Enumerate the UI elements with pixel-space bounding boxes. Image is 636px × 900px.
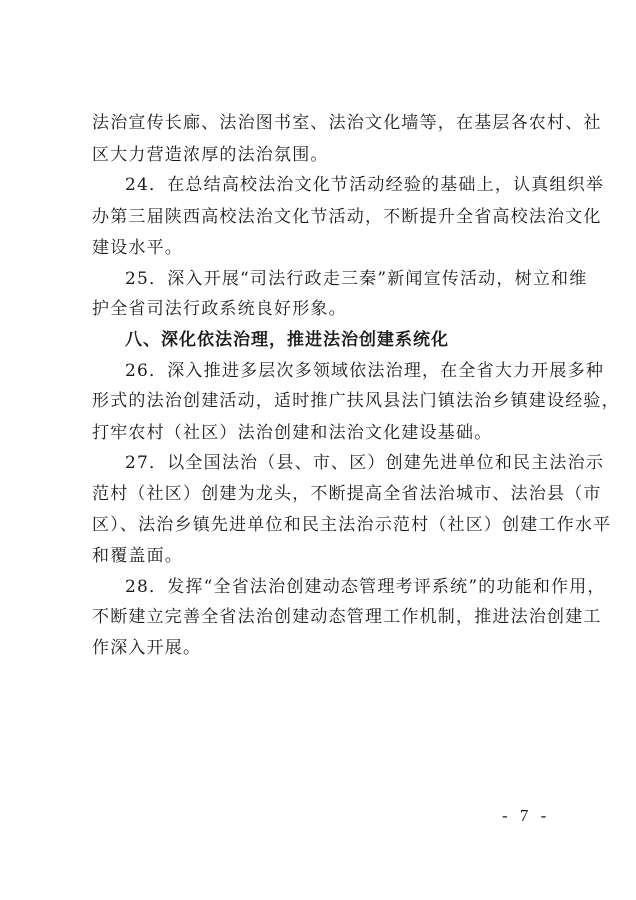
text-line: 作深入开展。 — [92, 638, 202, 658]
paragraph-26-line: 26．深入推进多层次多领域依法治理，在全省大力开展多种 — [125, 361, 605, 381]
text-line: 办第三届陕西高校法治文化节活动，不断提升全省高校法治文化 — [92, 207, 602, 227]
paragraph-25-line: 25．深入开展“司法行政走三秦”新闻宣传活动，树立和维 — [125, 269, 588, 289]
paragraph-24-line: 24．在总结高校法治文化节活动经验的基础上，认真组织举 — [125, 175, 605, 195]
text-line: 不断建立完善全省法治创建动态管理工作机制，推进法治创建工 — [92, 607, 602, 627]
paragraph-28-line: 28．发挥“全省法治创建动态管理考评系统”的功能和作用， — [125, 577, 606, 597]
text-line: 建设水平。 — [92, 238, 183, 258]
text-line: 区大力营造浓厚的法治氛围。 — [92, 145, 329, 165]
text-line: 范村（社区）创建为龙头，不断提高全省法治城市、法治县（市 — [92, 484, 602, 504]
text-line: 护全省司法行政系统良好形象。 — [92, 299, 347, 319]
text-line: 形式的法治创建活动，适时推广扶风县法门镇法治乡镇建设经验， — [92, 391, 620, 411]
text-line: 和覆盖面。 — [92, 546, 183, 566]
paragraph-27-line: 27．以全国法治（县、市、区）创建先进单位和民主法治示 — [125, 453, 605, 473]
text-line: 区）、法治乡镇先进单位和民主法治示范村（社区）创建工作水平 — [92, 515, 612, 535]
text-line: 法治宣传长廊、法治图书室、法治文化墙等，在基层各农村、社 — [92, 113, 602, 133]
page-number: - 7 - — [502, 806, 551, 825]
section-heading: 八、深化依法治理，推进法治创建系统化 — [125, 330, 449, 350]
text-line: 打牢农村（社区）法治创建和法治文化建设基础。 — [92, 423, 493, 443]
